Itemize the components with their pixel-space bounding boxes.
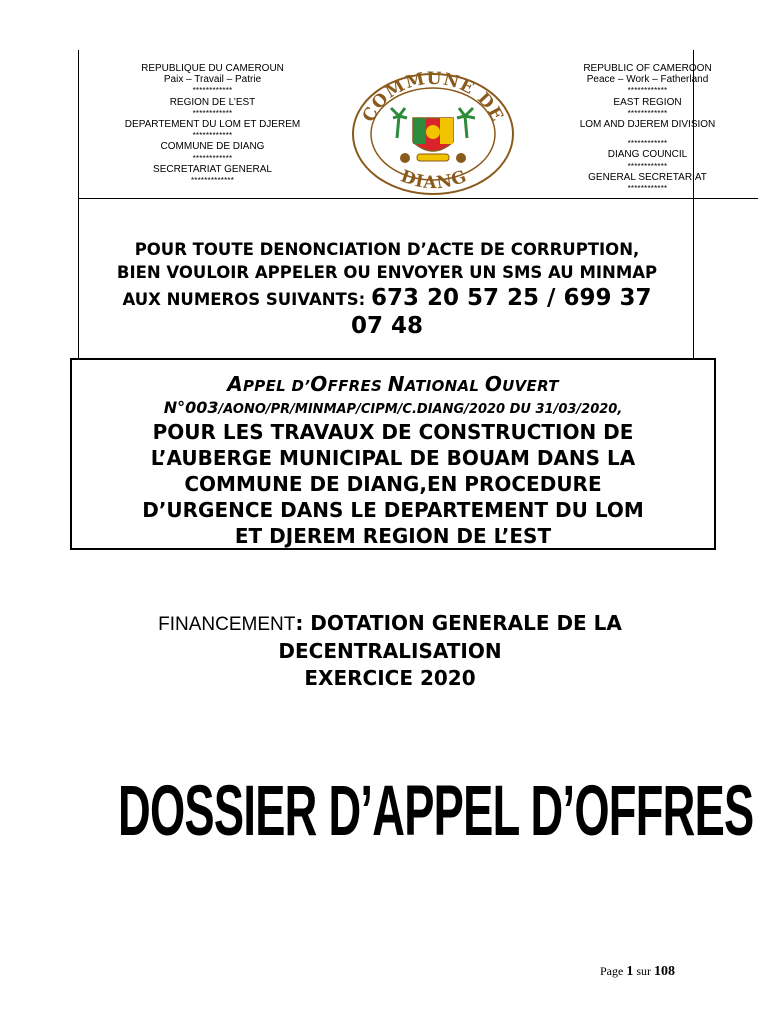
header-left — [110, 63, 315, 186]
header-right — [560, 63, 735, 194]
phone-numbers: 07 48 — [350, 313, 424, 339]
separator-stars: ************ — [192, 153, 233, 163]
financing-value: : DOTATION GENERALE DE LA — [295, 611, 622, 635]
department-fr: DEPARTEMENT DU LOM ET DJEREM — [124, 119, 301, 131]
financing-value: DECENTRALISATION — [278, 639, 502, 663]
motto-fr: Paix – Travail – Patrie — [163, 74, 262, 86]
secretariat-en: GENERAL SECRETARIAT — [588, 171, 707, 183]
svg-text:DIANG: DIANG — [397, 166, 470, 194]
notice-label: AUX NUMEROS SUIVANTS: — [122, 290, 371, 309]
tender-object: POUR LES TRAVAUX DE CONSTRUCTION DE L’AUBERGE MUNICIPAL DE BOUAM DANS LA COMMUNE DE DIANG,EN PROCEDURE D’URGENCE DANS LE DEPARTEMENT DU LOM ET DJEREM REGION DE L’EST — [142, 420, 644, 548]
phone-numbers: 673 20 57 25 / 699 37 — [371, 285, 652, 311]
region-fr: REGION DE L’EST — [169, 96, 256, 108]
council-en: DIANG COUNCIL — [607, 149, 688, 161]
republic-en: REPUBLIC OF CAMEROON — [583, 63, 712, 74]
separator-stars: ************ — [192, 131, 233, 141]
motto-en: Peace – Work – Fatherland — [586, 74, 709, 86]
tender-reference: N°003/AONO/PR/MINMAP/CIPM/C.DIANG/2020 DU 31/03/2020, — [163, 398, 623, 417]
svg-text:COMMUNE DE: COMMUNE DE — [358, 68, 508, 126]
corruption-notice — [82, 238, 692, 340]
financing-year: EXERCICE 2020 — [304, 666, 476, 690]
header-divider — [78, 198, 758, 199]
separator-stars: ************ — [627, 108, 668, 118]
commune-seal-logo — [347, 68, 519, 196]
notice-line: BIEN VOULOIR APPELER OU ENVOYER UN SMS AU MINMAP — [116, 263, 658, 282]
separator-stars: ************ — [627, 161, 668, 171]
frame-left-line — [78, 50, 79, 358]
separator-stars: ************ — [627, 184, 668, 194]
separator-stars: ************* — [190, 176, 235, 186]
region-en: EAST REGION — [613, 96, 682, 108]
financing-block — [100, 610, 680, 692]
document-title: DOSSIER D’APPEL D’OFFRES — [118, 771, 754, 851]
separator-stars: ************ — [192, 86, 233, 96]
commune-fr: COMMUNE DE DIANG — [160, 141, 265, 153]
tender-title: APPEL D’OFFRES NATIONAL OUVERT — [227, 372, 559, 396]
notice-line: POUR TOUTE DENONCIATION D’ACTE DE CORRUPTION, — [134, 240, 640, 259]
notice-line — [82, 284, 692, 312]
separator-stars: ************ — [192, 108, 233, 118]
financing-label: FINANCEMENT — [158, 614, 296, 635]
republic-fr: REPUBLIQUE DU CAMEROUN — [141, 63, 284, 74]
separator-stars: ************ — [627, 86, 668, 96]
secretariat-fr: SECRETARIAT GENERAL — [153, 163, 272, 175]
separator-stars: ************ — [627, 139, 668, 149]
page-number: Page 1 sur 108 — [600, 964, 675, 979]
division-en: LOM AND DJEREM DIVISION — [579, 119, 716, 131]
tender-title-box — [70, 358, 716, 550]
